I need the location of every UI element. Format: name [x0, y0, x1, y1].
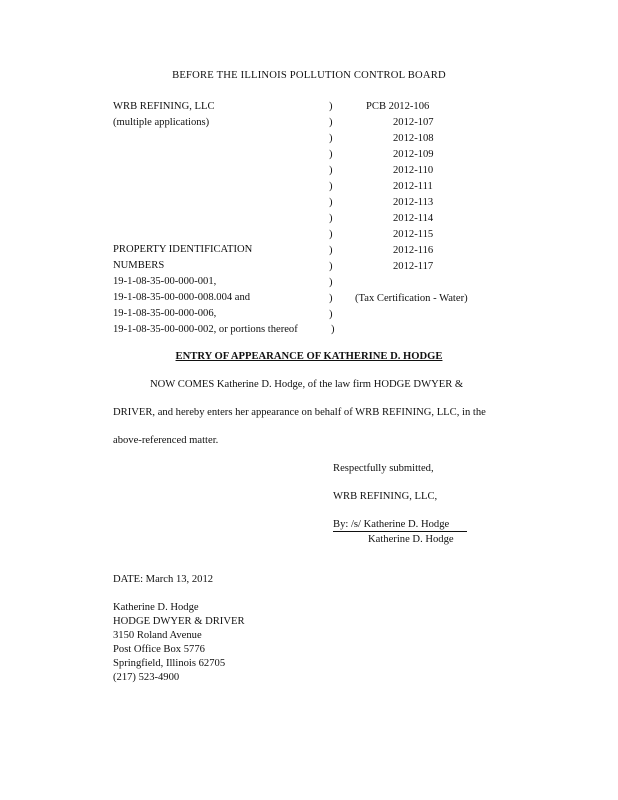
property-label-2: NUMBERS	[113, 260, 165, 271]
docket-number: 2012-108	[393, 133, 434, 144]
contact-firm: HODGE DWYER & DRIVER	[113, 616, 245, 627]
docket-number: 2012-111	[393, 181, 433, 192]
signature-by	[333, 518, 467, 532]
pcb-label: PCB 2012-	[366, 101, 414, 112]
caption-paren: )	[329, 213, 333, 224]
pcb-docket	[366, 100, 429, 113]
document-title: ENTRY OF APPEARANCE OF KATHERINE D. HODGE	[175, 351, 443, 362]
caption-paren: )	[331, 324, 335, 335]
caption-paren: )	[329, 309, 333, 320]
caption-paren: )	[329, 261, 333, 272]
caption-paren: )	[329, 101, 333, 112]
caption-paren: )	[329, 245, 333, 256]
body-line-1: NOW COMES Katherine D. Hodge, of the law firm HODGE DWYER &	[150, 379, 464, 390]
caption-paren: )	[329, 117, 333, 128]
caption-paren: )	[329, 293, 333, 304]
docket-number: 2012-110	[393, 165, 434, 176]
caption-paren: )	[329, 181, 333, 192]
body-line-2: DRIVER, and hereby enters her appearance on behalf of WRB REFINING, LLC, in the	[113, 407, 486, 418]
closing: Respectfully submitted,	[333, 463, 434, 474]
docket-number: 2012-107	[393, 117, 434, 128]
property-id: 19-1-08-35-00-000-008.004 and	[113, 292, 251, 303]
docket-number: 2012-109	[393, 149, 434, 160]
caption-paren: )	[329, 133, 333, 144]
contact-city: Springfield, Illinois 62705	[113, 658, 226, 669]
contact-name: Katherine D. Hodge	[113, 602, 199, 613]
property-id: 19-1-08-35-00-000-001,	[113, 276, 217, 287]
date-line: DATE: March 13, 2012	[113, 574, 214, 585]
contact-po-box: Post Office Box 5776	[113, 644, 205, 655]
caption-paren: )	[329, 165, 333, 176]
contact-street: 3150 Roland Avenue	[113, 630, 202, 641]
docket-number: 2012-114	[393, 213, 434, 224]
party-sub: (multiple applications)	[113, 117, 210, 128]
body-line-3: above-referenced matter.	[113, 435, 219, 446]
property-id: 19-1-08-35-00-000-006,	[113, 308, 217, 319]
contact-phone: (217) 523-4900	[113, 672, 180, 683]
party-name: WRB REFINING, LLC	[113, 101, 215, 112]
property-label-1: PROPERTY IDENTIFICATION	[113, 244, 253, 255]
docket-number: 2012-115	[393, 229, 434, 240]
caption-paren: )	[329, 197, 333, 208]
signer-name: Katherine D. Hodge	[368, 534, 454, 545]
signature-line: By: /s/ Katherine D. Hodge	[333, 518, 467, 532]
docket-number: 2012-113	[393, 197, 434, 208]
signature-party: WRB REFINING, LLC,	[333, 491, 438, 502]
caption-paren: )	[329, 277, 333, 288]
board-heading: BEFORE THE ILLINOIS POLLUTION CONTROL BOARD	[172, 70, 446, 81]
docket-number: 2012-117	[393, 261, 434, 272]
docket-number: 106	[413, 101, 430, 112]
caption-paren: )	[329, 229, 333, 240]
property-id: 19-1-08-35-00-000-002, or portions thereof	[113, 324, 298, 335]
docket-number: 2012-116	[393, 245, 434, 256]
tax-cert-note: (Tax Certification - Water)	[355, 293, 468, 304]
caption-paren: )	[329, 149, 333, 160]
